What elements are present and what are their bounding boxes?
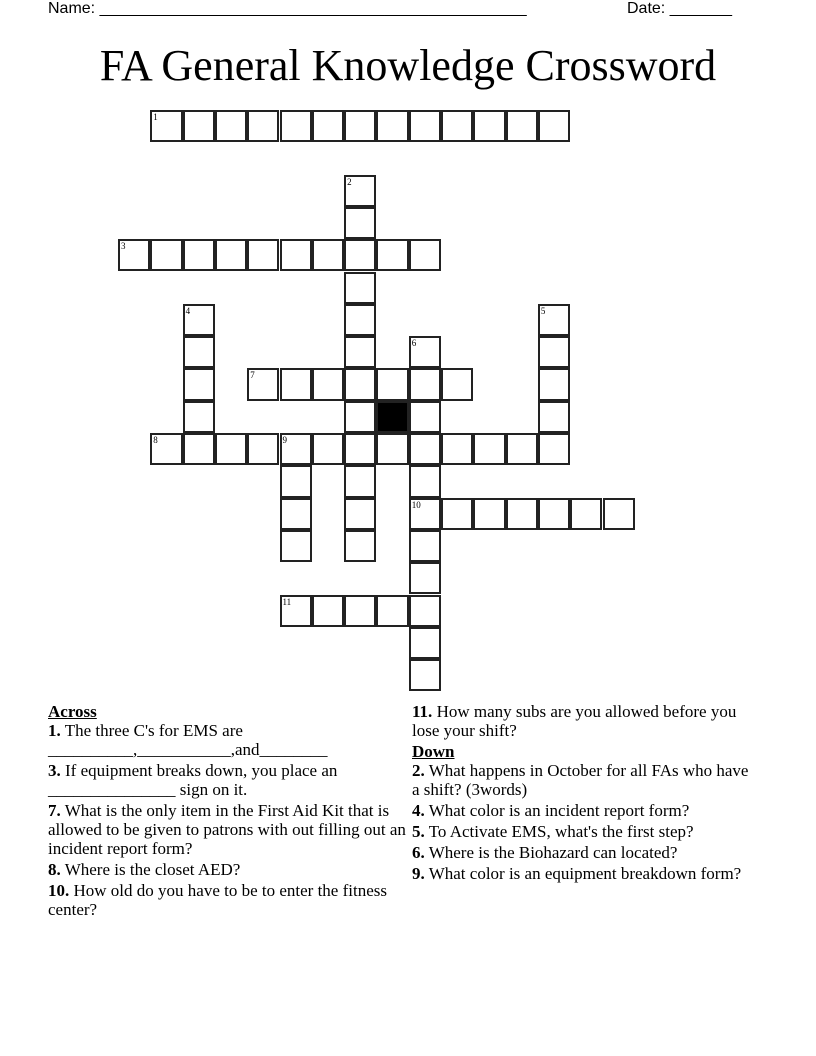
grid-cell[interactable] <box>344 368 376 400</box>
grid-cell[interactable] <box>312 433 344 465</box>
clue-text: The three C's for EMS are __________,___________,and________ <box>48 721 328 759</box>
clue <box>412 822 757 841</box>
date-field[interactable]: Date: _______ <box>627 0 732 17</box>
clue-number: 10. <box>48 881 70 900</box>
clues-col2 <box>412 702 757 885</box>
clue-text: What is the only item in the First Aid Kit that is allowed to be given to patrons with out filling out an incident report form? <box>48 801 406 858</box>
cell-number: 10 <box>411 499 421 510</box>
grid-cell[interactable] <box>183 110 215 142</box>
grid-cell[interactable] <box>538 368 570 400</box>
cell-number: 5 <box>540 305 546 316</box>
grid-cell[interactable] <box>538 433 570 465</box>
clue-number: 3. <box>48 761 61 780</box>
grid-cell[interactable] <box>376 110 408 142</box>
clue <box>412 843 757 862</box>
cell-number: 1 <box>153 112 158 122</box>
grid-cell[interactable] <box>344 239 376 271</box>
grid-cell[interactable] <box>344 207 376 239</box>
clue-text: Where is the closet AED? <box>64 860 241 879</box>
grid-cell[interactable] <box>280 595 312 627</box>
clue <box>412 864 757 883</box>
grid-cell[interactable] <box>344 272 376 304</box>
clue <box>48 721 408 759</box>
grid-cell[interactable] <box>538 110 570 142</box>
grid-cell[interactable] <box>409 530 441 562</box>
grid-cell[interactable] <box>409 562 441 594</box>
clue-text: How many subs are you allowed before you lose your shift? <box>412 702 737 740</box>
grid-cell[interactable] <box>570 498 602 530</box>
grid-cell[interactable] <box>473 498 505 530</box>
clue-text: If equipment breaks down, you place an _______________ sign on it. <box>48 761 338 799</box>
grid-cell[interactable] <box>280 239 312 271</box>
clue <box>48 881 408 919</box>
clue-number: 8. <box>48 860 61 879</box>
grid-cell[interactable] <box>344 498 376 530</box>
grid-cell[interactable] <box>344 336 376 368</box>
clue-number: 4. <box>412 801 425 820</box>
grid-cell[interactable] <box>312 368 344 400</box>
grid-cell[interactable] <box>538 336 570 368</box>
grid-cell[interactable] <box>441 110 473 142</box>
grid-cell[interactable] <box>215 433 247 465</box>
grid-cell[interactable] <box>118 239 150 271</box>
grid-cell[interactable] <box>506 498 538 530</box>
clue-number: 1. <box>48 721 61 740</box>
grid-cell[interactable] <box>344 530 376 562</box>
grid-cell[interactable] <box>183 433 215 465</box>
grid-cell[interactable] <box>312 110 344 142</box>
down-heading: Down <box>412 742 455 761</box>
grid-cell[interactable] <box>344 175 376 207</box>
grid-cell[interactable] <box>376 595 408 627</box>
grid-cell[interactable] <box>344 401 376 433</box>
grid-cell[interactable] <box>538 498 570 530</box>
clue-number: 2. <box>412 761 425 780</box>
across-clues-col1 <box>48 702 408 921</box>
clue-number: 11. <box>412 702 433 721</box>
grid-cell[interactable] <box>441 433 473 465</box>
grid-cell[interactable] <box>150 433 182 465</box>
grid-cell[interactable] <box>473 110 505 142</box>
clue-text: To Activate EMS, what's the first step? <box>428 822 694 841</box>
grid-cell[interactable] <box>376 239 408 271</box>
grid-cell[interactable] <box>538 304 570 336</box>
grid-cell[interactable] <box>150 239 182 271</box>
grid-cell[interactable] <box>409 336 441 368</box>
grid-cell[interactable] <box>183 304 215 336</box>
grid-cell[interactable] <box>409 368 441 400</box>
grid-cell[interactable] <box>344 465 376 497</box>
grid-cell[interactable] <box>409 659 441 691</box>
grid-cell[interactable] <box>376 368 408 400</box>
clue <box>412 761 757 799</box>
grid-cell[interactable] <box>183 368 215 400</box>
grid-cell[interactable] <box>280 368 312 400</box>
grid-cell[interactable] <box>538 401 570 433</box>
grid-cell[interactable] <box>603 498 635 530</box>
grid-cell[interactable] <box>280 498 312 530</box>
grid-cell[interactable] <box>247 239 279 271</box>
grid-cell[interactable] <box>409 401 441 433</box>
grid-cell[interactable] <box>150 110 182 142</box>
clue-text: What color is an equipment breakdown form? <box>428 864 742 883</box>
clue <box>412 801 757 820</box>
grid-cell[interactable] <box>312 239 344 271</box>
cell-number: 4 <box>185 305 191 316</box>
grid-cell[interactable] <box>344 304 376 336</box>
cell-number: 3 <box>121 241 126 252</box>
grid-cell[interactable] <box>215 110 247 142</box>
grid-cell[interactable] <box>376 433 408 465</box>
page-title: FA General Knowledge Crossword <box>99 41 717 90</box>
grid-cell[interactable] <box>183 239 215 271</box>
clue <box>48 801 408 858</box>
grid-cell[interactable] <box>280 433 312 465</box>
grid-cell[interactable] <box>183 401 215 433</box>
grid-cell[interactable] <box>409 239 441 271</box>
across-heading: Across <box>48 702 97 721</box>
grid-cell[interactable] <box>344 110 376 142</box>
grid-cell[interactable] <box>473 433 505 465</box>
clue-number: 6. <box>412 843 425 862</box>
grid-cell[interactable] <box>409 433 441 465</box>
clue-text: How old do you have to be to enter the fitness center? <box>48 881 387 919</box>
grid-cell[interactable] <box>344 433 376 465</box>
clue-number: 9. <box>412 864 425 883</box>
grid-cell[interactable] <box>215 239 247 271</box>
clue-text: What color is an incident report form? <box>428 801 690 820</box>
grid-cell[interactable] <box>441 498 473 530</box>
clue <box>48 761 408 799</box>
cell-number: 2 <box>347 176 352 187</box>
cell-number: 8 <box>153 435 158 445</box>
grid-cell[interactable] <box>280 530 312 562</box>
grid-cell[interactable] <box>409 498 441 530</box>
clue-text: Where is the Biohazard can located? <box>428 843 678 862</box>
grid-cell[interactable] <box>247 433 279 465</box>
grid-cell[interactable] <box>409 110 441 142</box>
cell-number: 11 <box>282 596 292 607</box>
cell-number: 9 <box>282 435 287 445</box>
grid-cell[interactable] <box>506 433 538 465</box>
grid-cell[interactable] <box>247 110 279 142</box>
clue <box>412 702 757 740</box>
grid-cell[interactable] <box>280 465 312 497</box>
grid-cell[interactable] <box>409 465 441 497</box>
grid-cell[interactable] <box>312 595 344 627</box>
grid-cell[interactable] <box>441 368 473 400</box>
grid-cell[interactable] <box>183 336 215 368</box>
grid-cell[interactable] <box>506 110 538 142</box>
name-field[interactable]: Name: ________________________________________________ <box>48 0 527 17</box>
cell-number: 6 <box>411 338 417 349</box>
clue-text: What happens in October for all FAs who have a shift? (3words) <box>412 761 749 799</box>
grid-cell[interactable] <box>409 627 441 659</box>
grid-cell[interactable] <box>280 110 312 142</box>
clue <box>48 860 408 879</box>
black-cell <box>376 401 408 433</box>
grid-cell[interactable] <box>247 368 279 400</box>
clue-number: 5. <box>412 822 425 841</box>
grid-cell[interactable] <box>344 595 376 627</box>
cell-number: 7 <box>250 370 255 381</box>
clue-number: 7. <box>48 801 61 820</box>
grid-cell[interactable] <box>409 595 441 627</box>
